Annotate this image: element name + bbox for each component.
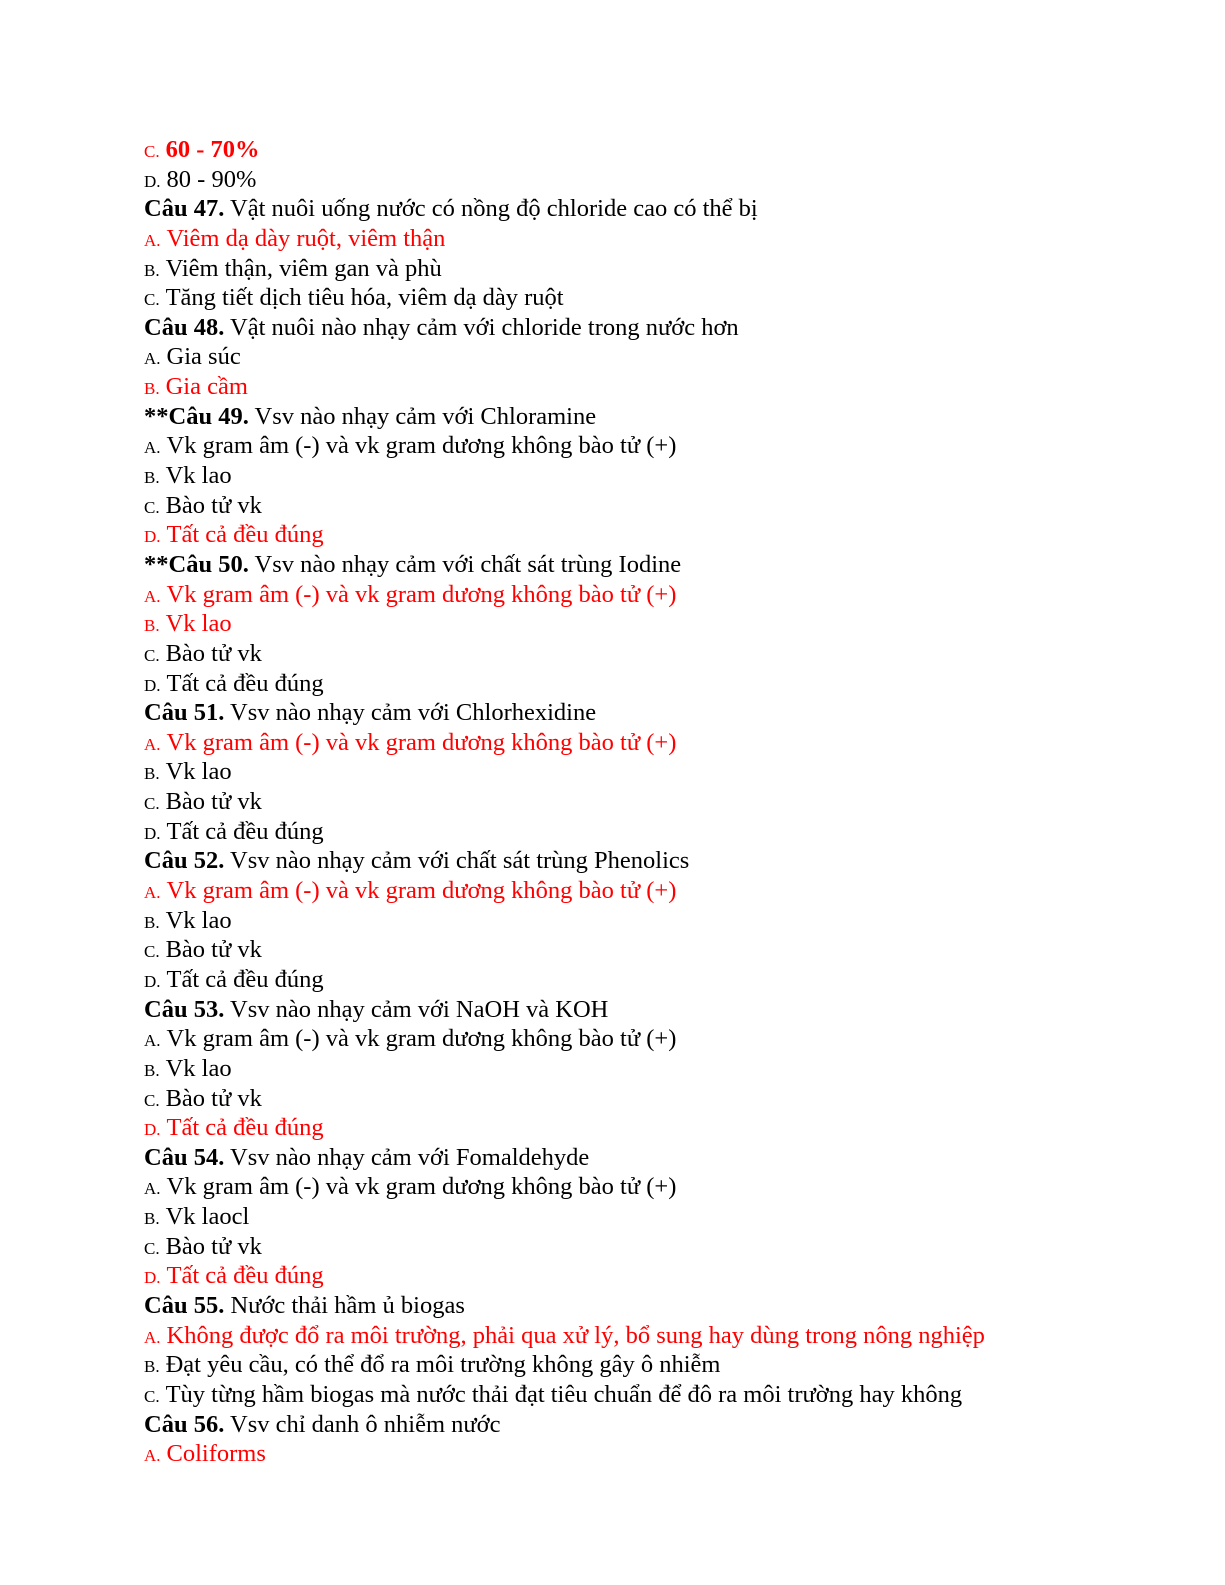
answer-option-correct: [144, 135, 1184, 165]
option-letter: D.: [144, 675, 161, 695]
question-number: Câu 47.: [144, 195, 225, 223]
option-text: Vk lao: [165, 462, 232, 490]
option-text: Gia cầm: [165, 373, 248, 401]
option-letter: A.: [144, 734, 161, 754]
question-text: Nước thải hầm ủ biogas: [224, 1291, 465, 1319]
option-letter: A.: [144, 1031, 161, 1051]
option-text: Tất cả đều đúng: [166, 669, 324, 697]
answer-option-correct: [144, 1113, 1184, 1143]
question-line: [144, 313, 1184, 343]
answer-option: [144, 817, 1184, 847]
option-text: Bào tử vk: [165, 788, 262, 816]
question-line: [144, 1143, 1184, 1173]
answer-option: [144, 935, 1184, 965]
option-text: Viêm thận, viêm gan và phù: [165, 254, 442, 282]
option-letter: C.: [144, 290, 160, 310]
answer-option: [144, 965, 1184, 995]
question-number: Câu 55.: [144, 1291, 225, 1319]
question-line: [144, 194, 1184, 224]
option-letter: C.: [144, 1090, 160, 1110]
option-letter: B.: [144, 1060, 160, 1080]
option-text: Coliforms: [166, 1440, 266, 1468]
answer-option-correct: [144, 224, 1184, 254]
option-text: Vk gram âm (-) và vk gram dương không bào tử (+): [166, 1025, 677, 1053]
question-text: Vsv nào nhạy cảm với NaOH và KOH: [224, 995, 609, 1023]
option-text: Tất cả đều đúng: [166, 521, 324, 549]
option-letter: C.: [144, 794, 160, 814]
question-marker: **: [144, 550, 169, 578]
question-line: [144, 995, 1184, 1025]
answer-option: [144, 757, 1184, 787]
option-text: Viêm dạ dày ruột, viêm thận: [166, 224, 446, 252]
question-text: Vsv nào nhạy cảm với chất sát trùng Phenolics: [224, 847, 690, 875]
option-letter: A.: [144, 883, 161, 903]
option-text: Bào tử vk: [165, 1232, 262, 1260]
answer-option: [144, 1232, 1184, 1262]
option-letter: C.: [144, 497, 160, 517]
answer-option-correct: [144, 1439, 1184, 1469]
answer-option-correct: [144, 609, 1184, 639]
answer-option: [144, 1350, 1184, 1380]
answer-option: [144, 906, 1184, 936]
answer-option-correct: [144, 520, 1184, 550]
answer-option: [144, 1024, 1184, 1054]
question-line: [144, 846, 1184, 876]
question-text: Vật nuôi nào nhạy cảm với chloride trong nước hơn: [224, 313, 739, 341]
answer-option: [144, 639, 1184, 669]
option-text: Đạt yêu cầu, có thể đổ ra môi trường không gây ô nhiễm: [165, 1351, 721, 1379]
answer-option: [144, 669, 1184, 699]
option-letter: D.: [144, 1268, 161, 1288]
option-letter: C.: [144, 1238, 160, 1258]
answer-option-correct: [144, 876, 1184, 906]
question-line: [144, 1291, 1184, 1321]
question-number: Câu 53.: [144, 995, 225, 1023]
option-text: Vk gram âm (-) và vk gram dương không bào tử (+): [166, 432, 677, 460]
option-text: Tất cả đều đúng: [166, 1262, 324, 1290]
option-text: Bào tử vk: [165, 1084, 262, 1112]
option-text: Vk lao: [165, 758, 232, 786]
question-line: [144, 550, 1184, 580]
option-letter: A.: [144, 230, 161, 250]
option-text: Bào tử vk: [165, 936, 262, 964]
question-line: [144, 1410, 1184, 1440]
option-text: Vk gram âm (-) và vk gram dương không bào tử (+): [166, 1173, 677, 1201]
option-letter: A.: [144, 586, 161, 606]
option-text: 60 - 70%: [165, 136, 260, 163]
answer-option: [144, 1084, 1184, 1114]
option-letter: B.: [144, 468, 160, 488]
option-text: Vk gram âm (-) và vk gram dương không bào tử (+): [166, 877, 677, 905]
question-text: Vsv chỉ danh ô nhiễm nước: [224, 1410, 501, 1438]
answer-option-correct: [144, 1261, 1184, 1291]
option-text: 80 - 90%: [166, 165, 257, 193]
option-text: Tất cả đều đúng: [166, 817, 324, 845]
option-letter: B.: [144, 1357, 160, 1377]
question-text: Vsv nào nhạy cảm với Fomaldehyde: [224, 1143, 590, 1171]
question-text: Vsv nào nhạy cảm với Chloramine: [248, 402, 597, 430]
answer-option: [144, 787, 1184, 817]
option-letter: B.: [144, 912, 160, 932]
option-letter: D.: [144, 527, 161, 547]
option-letter: B.: [144, 616, 160, 636]
question-number: Câu 56.: [144, 1410, 225, 1438]
option-letter: D.: [144, 1120, 161, 1140]
option-text: Không được đổ ra môi trường, phải qua xử lý, bổ sung hay dùng trong nông nghiệp: [166, 1321, 985, 1349]
answer-option-correct: [144, 728, 1184, 758]
option-letter: B.: [144, 764, 160, 784]
question-text: Vsv nào nhạy cảm với Chlorhexidine: [224, 699, 597, 727]
question-text: Vsv nào nhạy cảm với chất sát trùng Iodine: [248, 550, 682, 578]
answer-option: [144, 283, 1184, 313]
question-number: Câu 51.: [144, 699, 225, 727]
answer-option: [144, 1202, 1184, 1232]
question-number: Câu 48.: [144, 313, 225, 341]
option-text: Tất cả đều đúng: [166, 1114, 324, 1142]
question-number: Câu 49.: [168, 402, 249, 430]
option-letter: D.: [144, 171, 161, 191]
answer-option-correct: [144, 372, 1184, 402]
option-text: Tất cả đều đúng: [166, 965, 324, 993]
option-letter: A.: [144, 1446, 161, 1466]
question-marker: **: [144, 402, 169, 430]
answer-option: [144, 1172, 1184, 1202]
option-text: Vk laocl: [165, 1203, 250, 1231]
document-page: [144, 135, 1184, 1469]
option-text: Vk lao: [165, 906, 232, 934]
question-line: [144, 698, 1184, 728]
option-letter: C.: [144, 142, 160, 161]
option-text: Vk gram âm (-) và vk gram dương không bào tử (+): [166, 728, 677, 756]
question-line: [144, 402, 1184, 432]
option-letter: B.: [144, 1209, 160, 1229]
question-number: Câu 54.: [144, 1143, 225, 1171]
option-text: Vk lao: [165, 1054, 232, 1082]
answer-option: [144, 1380, 1184, 1410]
option-letter: B.: [144, 379, 160, 399]
question-number: Câu 52.: [144, 847, 225, 875]
option-letter: A.: [144, 1179, 161, 1199]
option-letter: C.: [144, 1386, 160, 1406]
answer-option-correct: [144, 580, 1184, 610]
option-letter: B.: [144, 260, 160, 280]
option-letter: A.: [144, 438, 161, 458]
answer-option: [144, 461, 1184, 491]
option-text: Bào tử vk: [165, 639, 262, 667]
answer-option: [144, 1054, 1184, 1084]
option-letter: D.: [144, 971, 161, 991]
answer-option: [144, 254, 1184, 284]
option-text: Bào tử vk: [165, 491, 262, 519]
answer-option-correct: [144, 1321, 1184, 1351]
answer-option: [144, 165, 1184, 195]
option-text: Tùy từng hầm biogas mà nước thải đạt tiêu chuẩn để đô ra môi trường hay không: [165, 1380, 963, 1408]
answer-option: [144, 431, 1184, 461]
answer-option: [144, 342, 1184, 372]
option-letter: D.: [144, 823, 161, 843]
option-letter: C.: [144, 942, 160, 962]
option-text: Vk gram âm (-) và vk gram dương không bào tử (+): [166, 580, 677, 608]
answer-option: [144, 491, 1184, 521]
option-letter: A.: [144, 1327, 161, 1347]
option-letter: A.: [144, 349, 161, 369]
option-text: Vk lao: [165, 610, 232, 638]
question-number: Câu 50.: [168, 550, 249, 578]
option-text: Gia súc: [166, 343, 241, 371]
question-text: Vật nuôi uống nước có nồng độ chloride cao có thể bị: [224, 195, 758, 223]
option-text: Tăng tiết dịch tiêu hóa, viêm dạ dày ruột: [165, 284, 564, 312]
option-letter: C.: [144, 645, 160, 665]
